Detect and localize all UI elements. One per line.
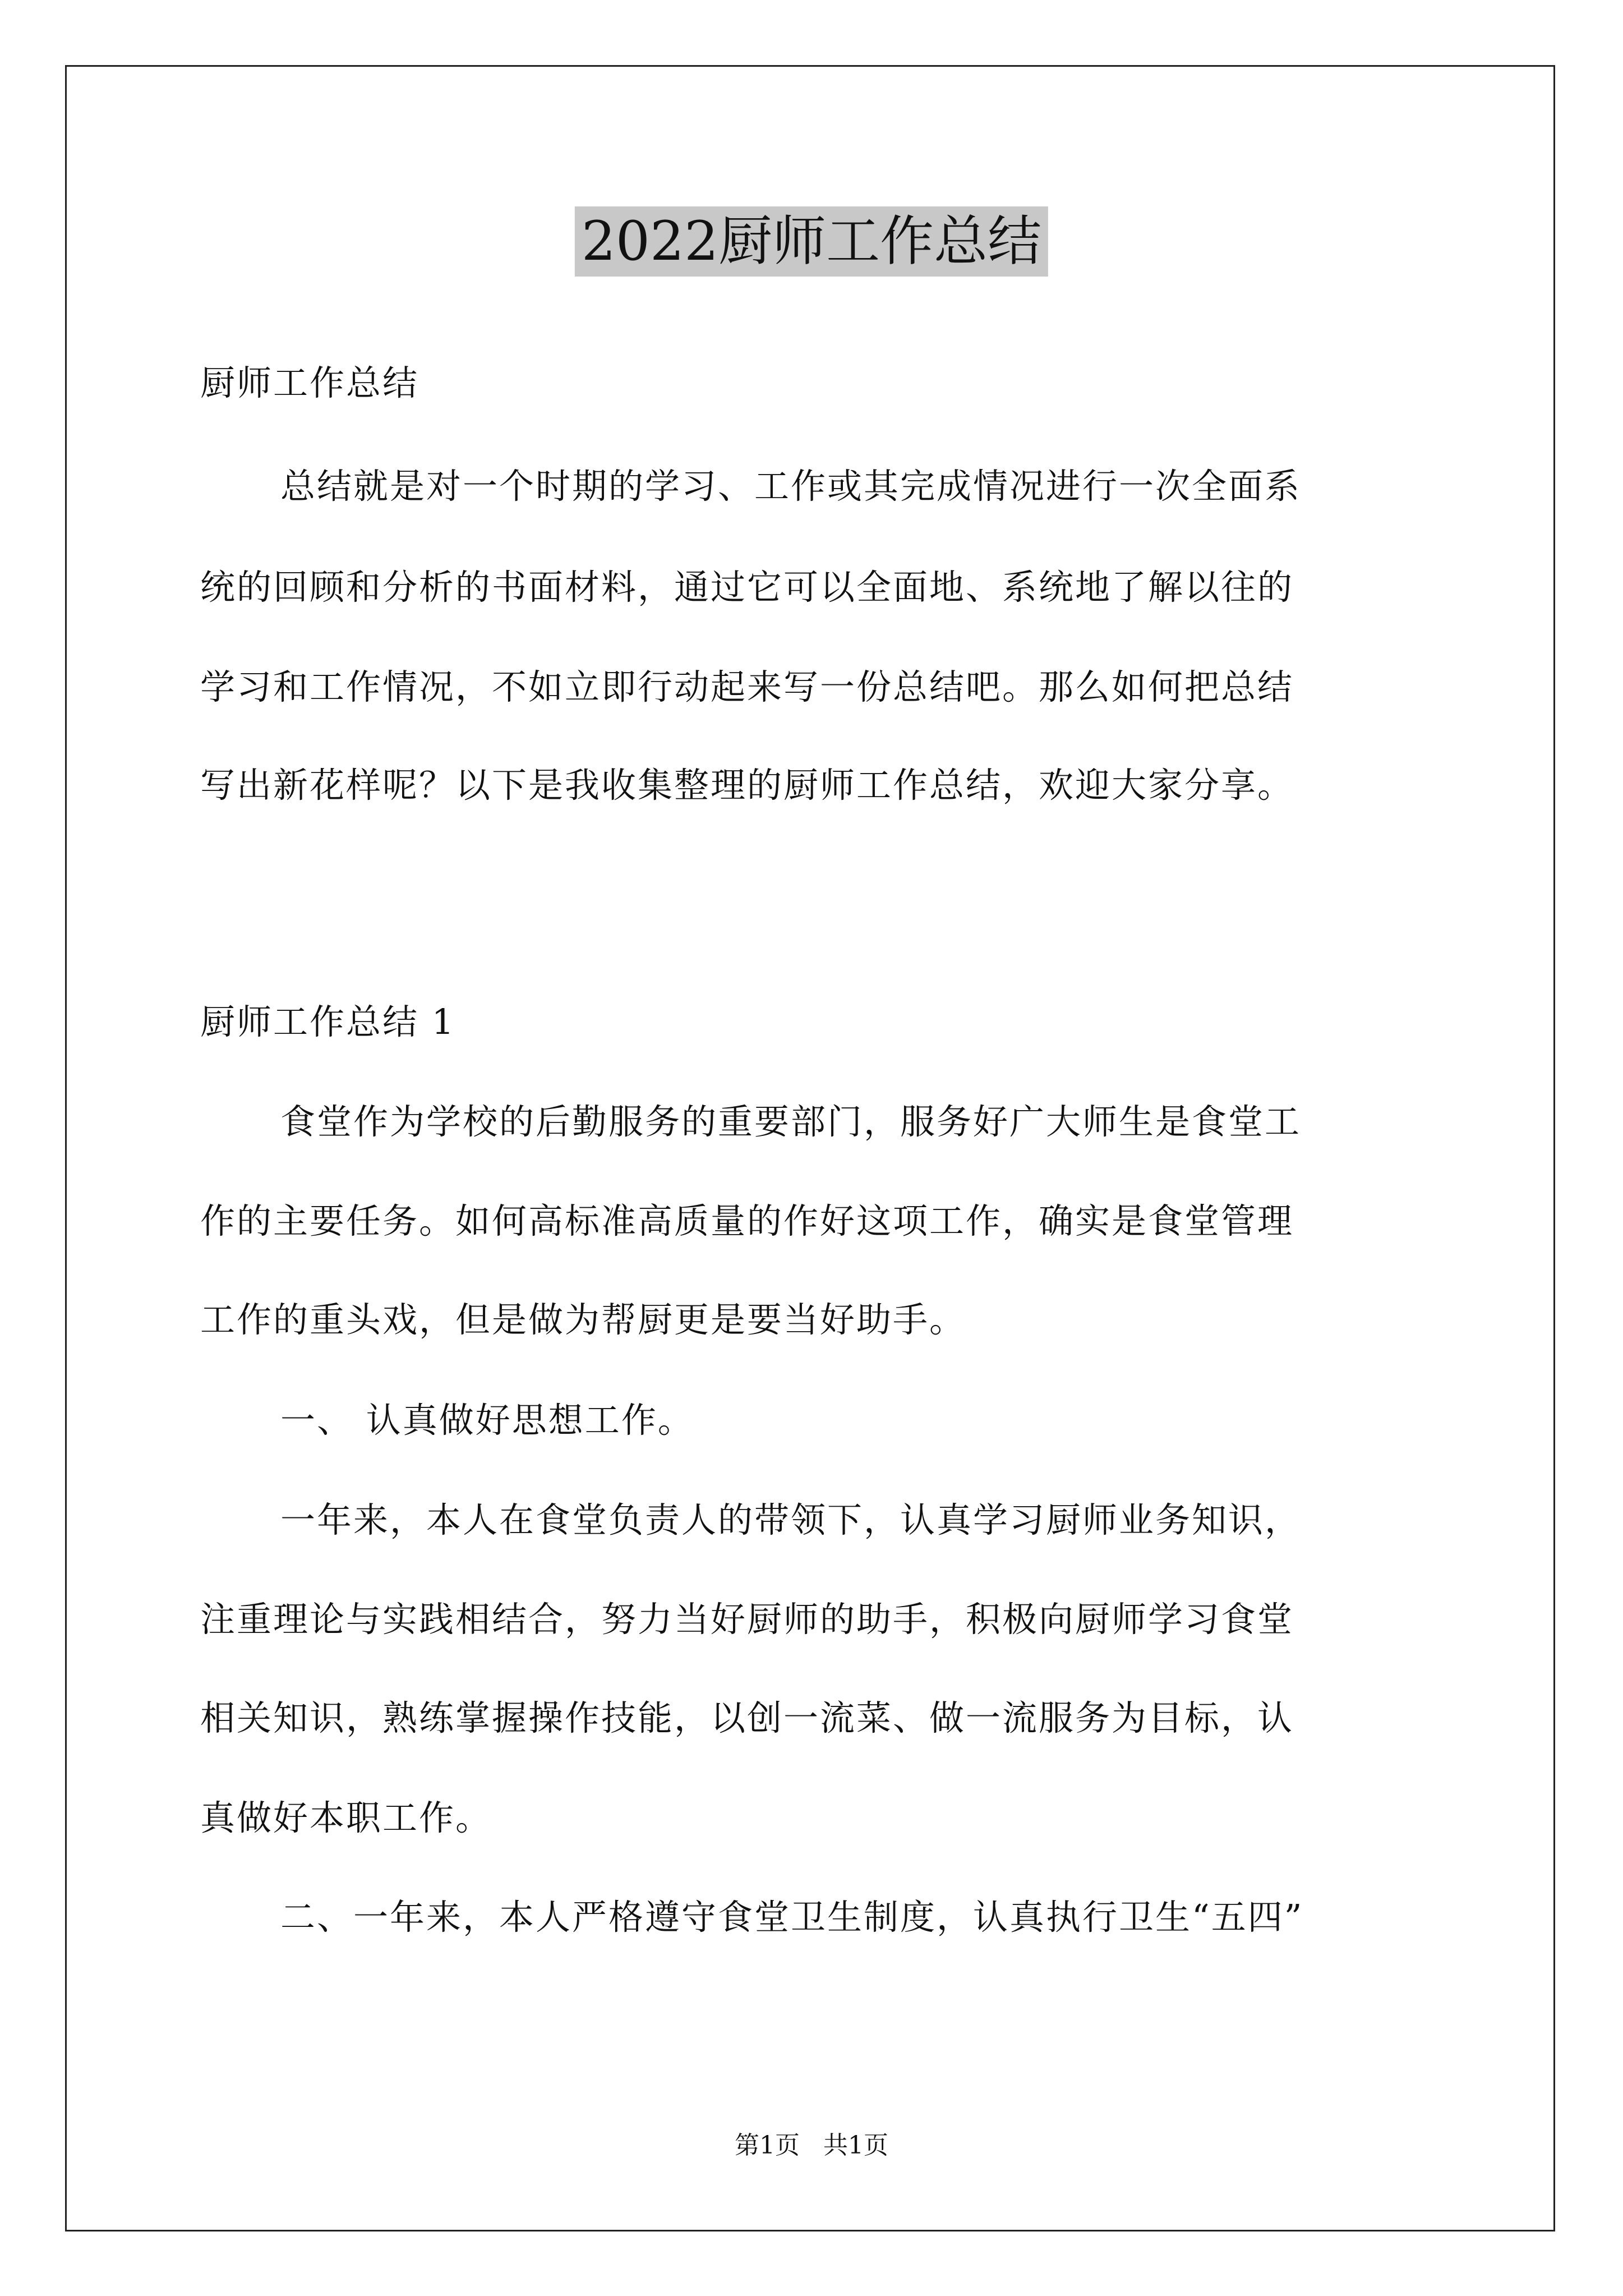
list-item-heading: 一、 认真做好思想工作。: [280, 1400, 694, 1441]
section-heading: 厨师工作总结 1: [200, 1001, 456, 1042]
paragraph-line: 相关知识，熟练掌握操作技能，以创一流菜、做一流服务为目标，认: [200, 1697, 1294, 1738]
intro-line: 写出新花样呢？以下是我收集整理的厨师工作总结，欢迎大家分享。: [200, 765, 1294, 806]
intro-line: 学习和工作情况，不如立即行动起来写一份总结吧。那么如何把总结: [200, 666, 1294, 707]
paragraph-line: 二、一年来，本人严格遵守食堂卫生制度，认真执行卫生“五四”: [280, 1897, 1304, 1938]
paragraph-line: 一年来，本人在食堂负责人的带领下，认真学习厨师业务知识，: [280, 1499, 1302, 1540]
intro-line: 统的回顾和分析的书面材料，通过它可以全面地、系统地了解以往的: [200, 567, 1294, 608]
paragraph-line: 工作的重头戏，但是做为帮厨更是要当好助手。: [200, 1299, 966, 1340]
page-footer: 第1页 共1页: [735, 2131, 888, 2160]
document-title: 2022厨师工作总结: [575, 206, 1048, 277]
paragraph-line: 作的主要任务。如何高标准高质量的作好这项工作，确实是食堂管理: [200, 1200, 1294, 1241]
paragraph-line: 注重理论与实践相结合，努力当好厨师的助手，积极向厨师学习食堂: [200, 1599, 1294, 1640]
intro-line: 总结就是对一个时期的学习、工作或其完成情况进行一次全面系: [280, 466, 1302, 507]
subtitle: 厨师工作总结: [200, 362, 419, 403]
paragraph-line: 食堂作为学校的后勤服务的重要部门，服务好广大师生是食堂工: [280, 1101, 1302, 1142]
paragraph-line: 真做好本职工作。: [200, 1797, 492, 1838]
